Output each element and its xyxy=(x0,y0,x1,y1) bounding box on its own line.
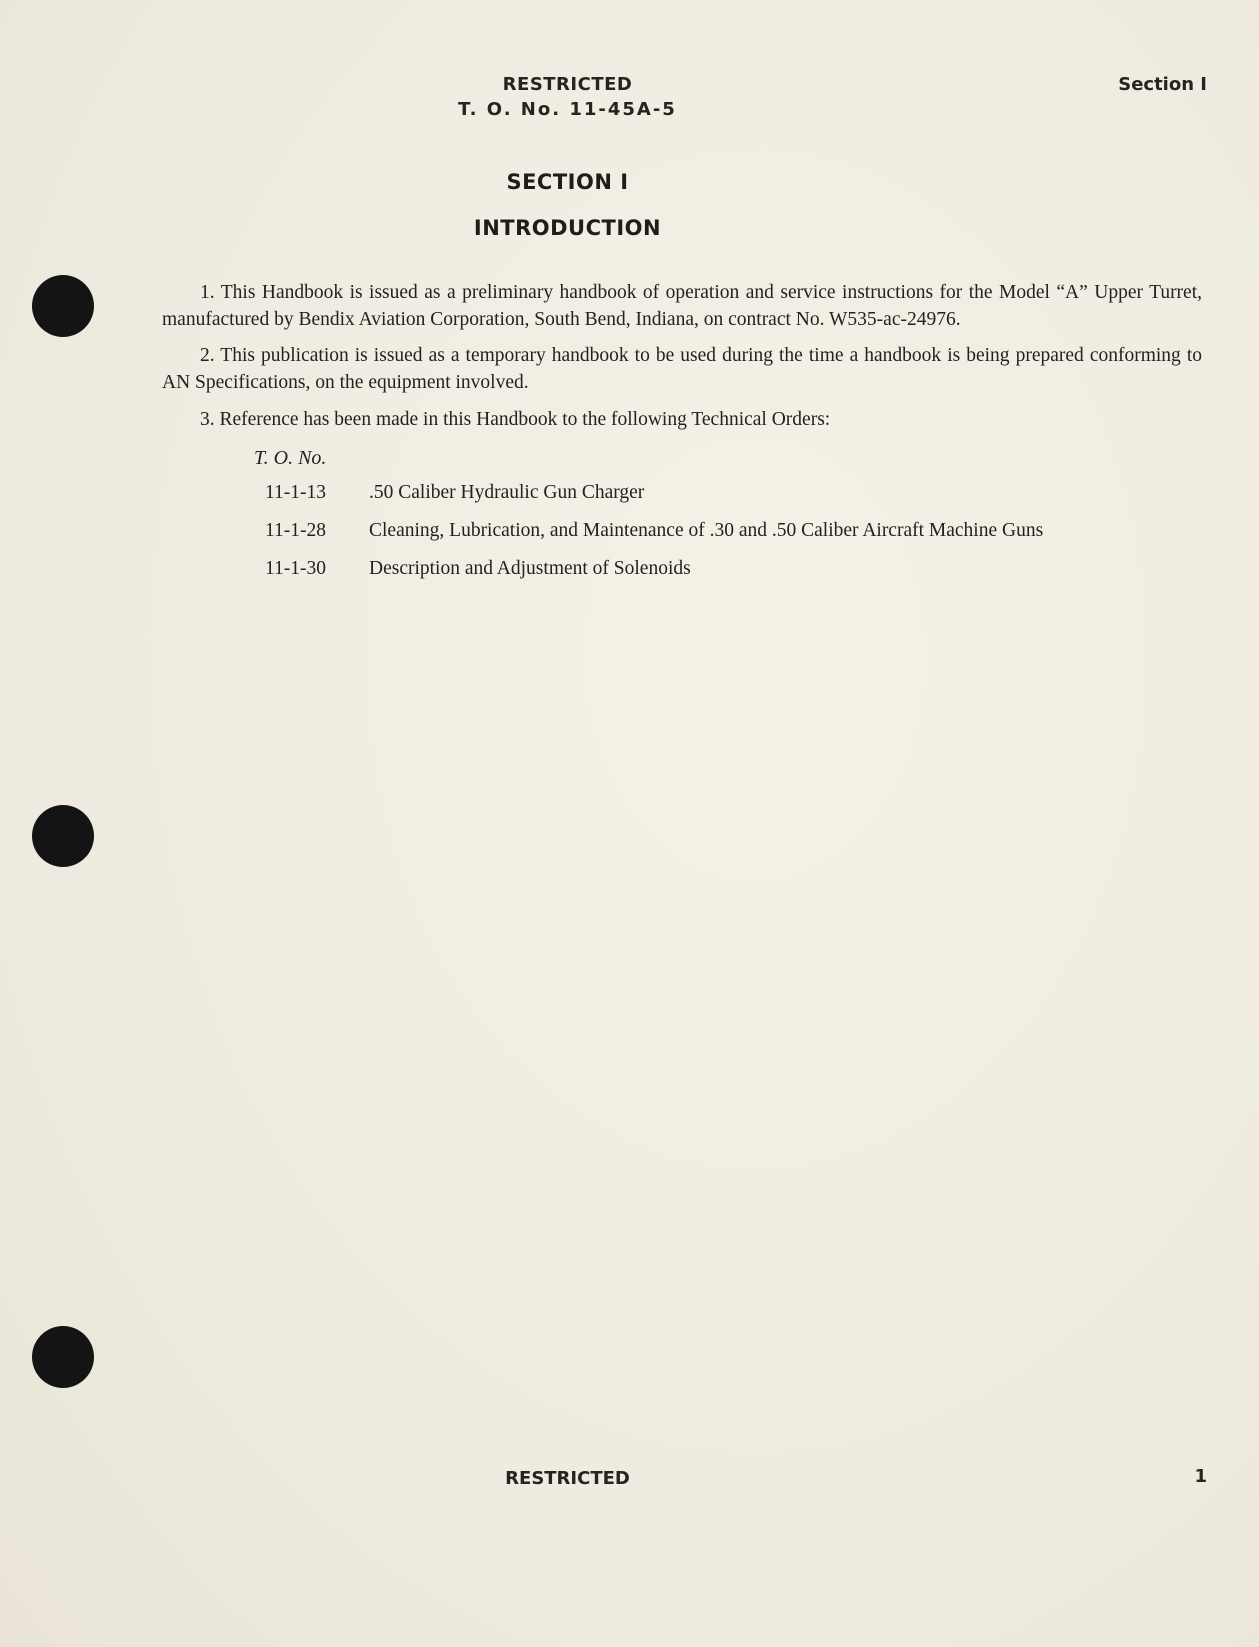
reference-number: 11-1-30 xyxy=(265,558,327,579)
paragraph-text: 1. This Handbook is issued as a preliminary handbook of operation and service instructions for the Model “A” Upper Turret, manufactured by Bendix Aviation Corporation, South Bend, Indiana, on contract No. W535-ac-24976. xyxy=(162,282,1202,330)
paragraph xyxy=(162,342,1202,396)
binder-hole xyxy=(32,1326,94,1388)
paragraph xyxy=(162,279,1202,333)
reference-number: 11-1-28 xyxy=(265,520,327,541)
reference-column-header: T. O. No. xyxy=(254,447,327,469)
paragraph-text: 2. This publication is issued as a temporary handbook to be used during the time a handbook is being prepared conforming to AN Specifications, on the equipment involved. xyxy=(162,345,1202,393)
header-classification: RESTRICTED xyxy=(502,74,633,95)
reference-row xyxy=(265,558,1165,580)
header-technical-order-number: T. O. No. 11-45A-5 xyxy=(458,99,677,120)
reference-title: Cleaning, Lubrication, and Maintenance of .30 and .50 Caliber Aircraft Machine Guns xyxy=(369,520,1044,541)
footer-classification: RESTRICTED xyxy=(505,1468,630,1489)
binder-hole xyxy=(32,805,94,867)
reference-row xyxy=(265,520,1165,542)
section-heading: INTRODUCTION xyxy=(473,216,662,240)
reference-row xyxy=(265,482,1165,504)
binder-hole xyxy=(32,275,94,337)
paragraph-text: 3. Reference has been made in this Handbook to the following Technical Orders: xyxy=(200,409,831,430)
reference-number: 11-1-13 xyxy=(265,482,327,503)
page-number: 1 xyxy=(1194,1466,1207,1487)
header-section-label: Section I xyxy=(1118,74,1207,95)
reference-title: Description and Adjustment of Solenoids xyxy=(369,558,691,579)
section-title: SECTION I xyxy=(506,170,629,194)
reference-title: .50 Caliber Hydraulic Gun Charger xyxy=(369,482,645,503)
paragraph xyxy=(162,406,1202,433)
